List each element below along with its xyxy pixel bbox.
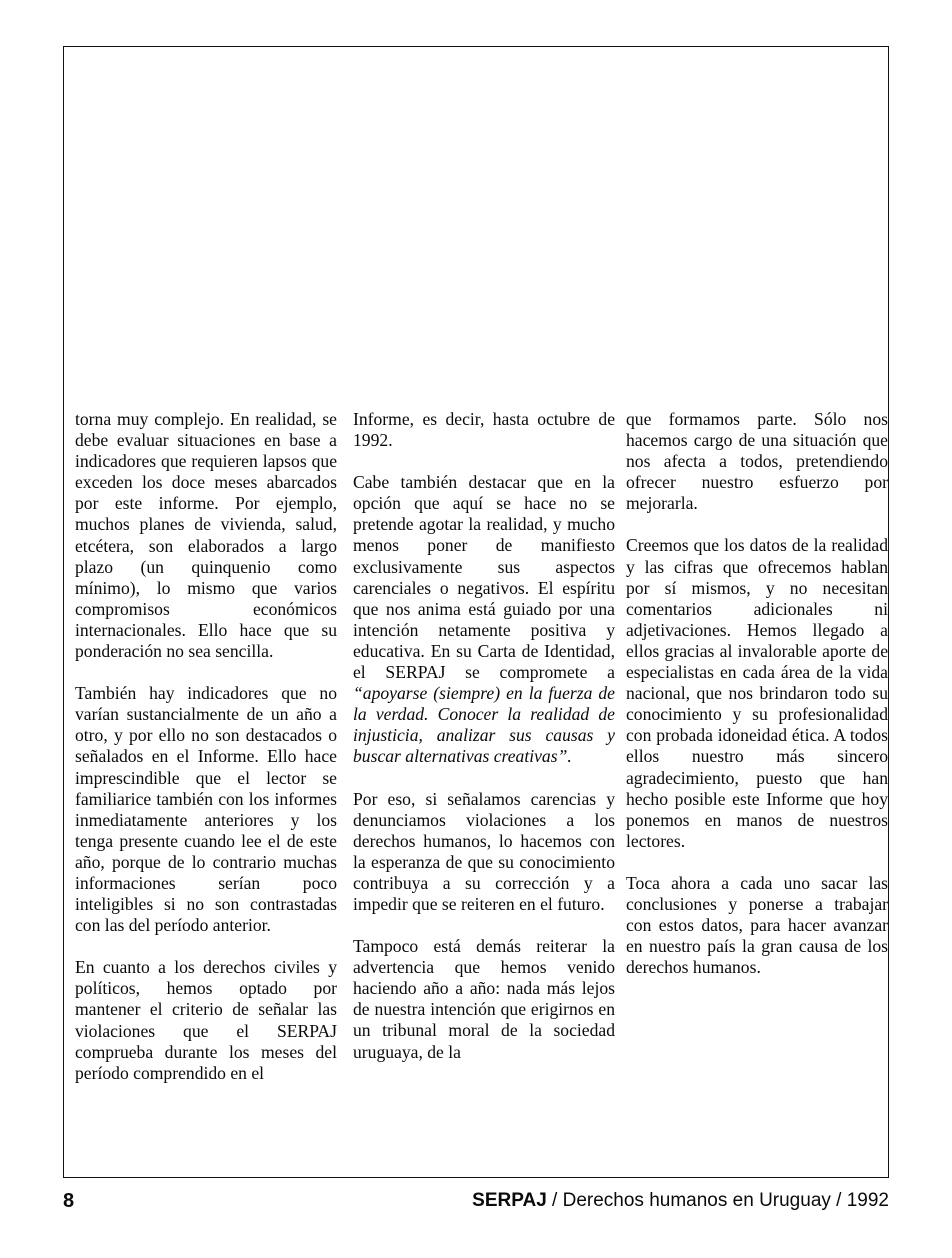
paragraph: Por eso, si señalamos carencias y denunciamos violaciones a los derechos humanos, lo hacemos con la esperanza de que su conocimiento contribuya a su corrección y a impedir que se reiteren en el futuro.: [353, 788, 615, 914]
quote-text: “apoyarse (siempre) en la fuerza de la verdad. Conocer la realidad de injusticia, analizar sus causas y buscar alternativas creativas”.: [353, 683, 615, 767]
publication-title: / Derechos humanos en Uruguay / 1992: [546, 1190, 889, 1211]
text-column-1: [75, 409, 337, 1105]
paragraph: Tampoco está demás reiterar la advertencia que hemos venido haciendo año a año: nada más lejos de nuestra intención que erigirnos en un tribunal moral de la sociedad uruguaya, de la: [353, 936, 615, 1062]
paragraph: Informe, es decir, hasta octubre de 1992.: [353, 409, 615, 451]
org-name: SERPAJ: [472, 1190, 547, 1211]
paragraph: Creemos que los datos de la realidad y las cifras que ofrecemos hablan por sí mismos, y no necesitan comentarios adicionales ni adjetivaciones. Hemos llegado a ellos gracias al invalorable aporte de especialistas en cada área de la vida nacional, que nos brindaron todo su conocimiento y su profesionalidad con probada idoneidad ética. A todos ellos nuestro más sincero agradecimiento, puesto que han hecho posible este Informe que hoy ponemos en manos de nuestros lectores.: [626, 535, 888, 851]
paragraph: torna muy complejo. En realidad, se debe evaluar situaciones en base a indicadores que requieren lapsos que exceden los doce meses abarcados por este informe. Por ejemplo, muchos planes de vivienda, salud, etcétera, son elaborados a largo plazo (un quinquenio como mínimo), lo mismo que varios compromisos económicos internacionales. Ello hace que su ponderación no sea sencilla.: [75, 409, 337, 662]
paragraph: que formamos parte. Sólo nos hacemos cargo de una situación que nos afecta a todos, pretendiendo ofrecer nuestro esfuerzo por mejorarla.: [626, 409, 888, 514]
paragraph: También hay indicadores que no varían sustancialmente de un año a otro, y por ello no son destacados o señalados en el Informe. Ello hace imprescindible que el lector se familiarice también con los informes inmediatamente anteriores y los tenga presente cuando lee el de este año, porque de lo contrario muchas informaciones serían poco inteligibles si no son contrastadas con las del período anterior.: [75, 683, 337, 936]
paragraph: [353, 472, 615, 767]
paragraph-text: Cabe también destacar que en la opción que aquí se hace no se pretende agotar la realidad, y mucho menos poner de manifiesto exclusivamente sus aspectos carenciales o negativos. El espíritu que nos anima está guiado por una intención netamente positiva y educativa. En su Carta de Identidad, el SERPAJ se compromete a: [353, 472, 615, 683]
running-title: [472, 1190, 889, 1212]
paragraph: En cuanto a los derechos civiles y políticos, hemos optado por mantener el criterio de señalar las violaciones que el SERPAJ comprueba durante los meses del período comprendido en el: [75, 957, 337, 1083]
page-number: 8: [63, 1190, 75, 1212]
page-footer: [63, 1190, 889, 1218]
text-column-2: [353, 409, 615, 1084]
paragraph: Toca ahora a cada uno sacar las conclusiones y ponerse a trabajar con estos datos, para hacer avanzar en nuestro país la gran causa de los derechos humanos.: [626, 872, 888, 978]
text-column-3: [626, 409, 888, 999]
